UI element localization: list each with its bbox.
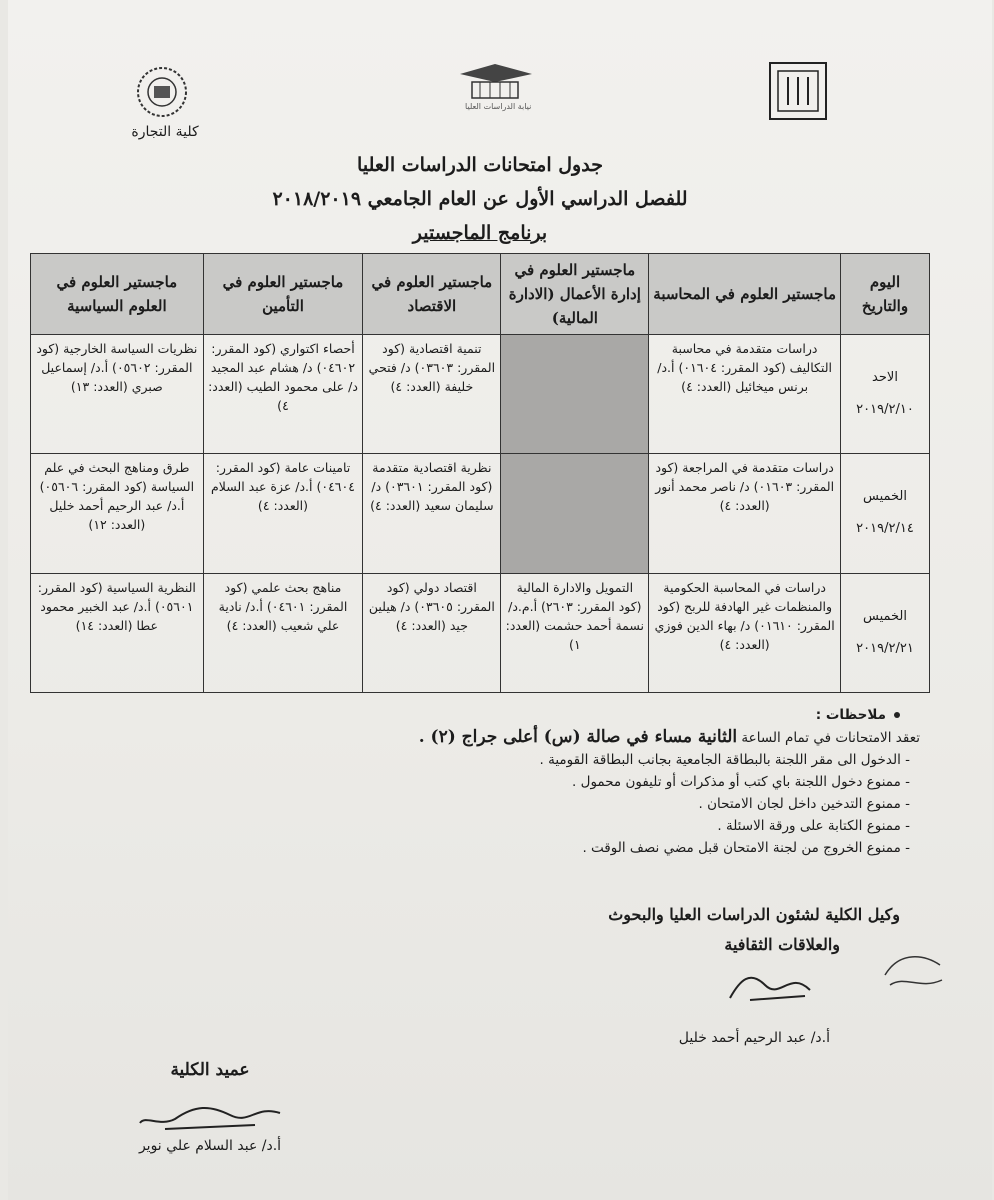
stamp-mark bbox=[880, 945, 950, 1005]
faculty-logo bbox=[132, 62, 192, 122]
deputy-name: أ.د/ عبد الرحيم أحمد خليل bbox=[678, 1030, 830, 1046]
day-name: الاحد bbox=[872, 370, 898, 386]
table-cell: تنمية اقتصادية (كود المقرر: ٠٣٦٠٣) د/ فتحي خليفة (العدد: ٤) bbox=[363, 335, 501, 454]
dean-title: عميد الكلية bbox=[170, 1060, 250, 1080]
day-cell bbox=[841, 454, 930, 573]
list-item: - الدخول الى مقر اللجنة بالبطاقة الجامعية بجانب البطاقة القومية . bbox=[40, 749, 910, 771]
header-economics: ماجستير العلوم في الاقتصاد bbox=[363, 254, 501, 335]
title-line-1: جدول امتحانات الدراسات العليا bbox=[357, 154, 603, 176]
header-insurance: ماجستير العلوم في التأمين bbox=[203, 254, 363, 335]
title-line-3: برنامج الماجستير bbox=[412, 222, 548, 244]
table-cell: نظرية اقتصادية متقدمة (كود المقرر: ٠٣٦٠١) د/ سليمان سعيد (العدد: ٤) bbox=[363, 454, 501, 573]
table-cell: تامينات عامة (كود المقرر: ٠٤٦٠٤) أ.د/ عزة عبد السلام (العدد: ٤) bbox=[203, 454, 363, 573]
table-cell: أحصاء اكتواري (كود المقرر: ٠٤٦٠٢) د/ هشام عبد المجيد د/ على محمود الطيب (العدد: ٤) bbox=[203, 335, 363, 454]
day-date: ٢٠١٩/٢/١٤ bbox=[856, 521, 914, 537]
table-cell: دراسات متقدمة في المراجعة (كود المقرر: ٠١٦٠٣) د/ ناصر محمد أنور (العدد: ٤) bbox=[649, 454, 841, 573]
list-item: - ممنوع دخول اللجنة باي كتب أو مذكرات أو تليفون محمول . bbox=[40, 771, 910, 793]
center-logo-caption: نيابة الدراسات العليا bbox=[465, 102, 532, 111]
table-cell: دراسات في المحاسبة الحكومية والمنظمات غير الهادفة للربح (كود المقرر: ٠١٦١٠) د/ بهاء الدين فوزي (العدد: ٤) bbox=[649, 573, 841, 692]
exam-schedule-table bbox=[30, 253, 930, 693]
header-political-science: ماجستير العلوم في العلوم السياسية bbox=[31, 254, 204, 335]
faculty-label: كلية التجارة bbox=[131, 124, 199, 140]
title-line-2: للفصل الدراسي الأول عن العام الجامعي ٢٠١٨/٢٠١٩ bbox=[272, 188, 688, 210]
table-cell-empty bbox=[501, 454, 649, 573]
header-accounting: ماجستير العلوم في المحاسبة bbox=[649, 254, 841, 335]
deputy-signature-block bbox=[480, 900, 900, 1046]
day-date: ٢٠١٩/٢/١٠ bbox=[856, 402, 914, 418]
dean-name: أ.د/ عبد السلام علي نوير bbox=[138, 1138, 282, 1154]
bullet-icon bbox=[894, 712, 900, 718]
day-name: الخميس bbox=[863, 489, 907, 505]
list-item: - ممنوع الخروج من لجنة الامتحان قبل مضي نصف الوقت . bbox=[40, 837, 910, 859]
notes-line-1-a: تعقد الامتحانات في تمام الساعة bbox=[741, 730, 920, 746]
table-cell: نظريات السياسة الخارجية (كود المقرر: ٠٥٦٠٢) أ.د/ إسماعيل صبري (العدد: ١٣) bbox=[31, 335, 204, 454]
notes-line-1-b: الثانية مساء في صالة (س) أعلى جراج (٢) . bbox=[418, 727, 738, 747]
notes-list bbox=[40, 749, 910, 859]
deputy-title-1: وكيل الكلية لشئون الدراسات العليا والبحوث bbox=[608, 905, 900, 924]
day-date: ٢٠١٩/٢/٢١ bbox=[856, 640, 914, 656]
table-cell: طرق ومناهج البحث في علم السياسة (كود المقرر: ٠٥٦٠٦) أ.د/ عبد الرحيم أحمد خليل (العدد: ١٢) bbox=[31, 454, 204, 573]
notes-section bbox=[40, 704, 940, 859]
notes-heading: ملاحظات : bbox=[40, 704, 900, 726]
deputy-title-2: والعلاقات الثقافية bbox=[724, 935, 840, 954]
university-logo bbox=[740, 55, 850, 125]
day-cell bbox=[841, 335, 930, 454]
table-header-row bbox=[31, 254, 930, 335]
notes-line-1 bbox=[40, 726, 920, 749]
table-cell: التمويل والادارة المالية (كود المقرر: ٢٦٠٣) أ.م.د/ نسمة أحمد حشمت (العدد: ١) bbox=[501, 573, 649, 692]
day-cell bbox=[841, 573, 930, 692]
list-item: - ممنوع التدخين داخل لجان الامتحان . bbox=[40, 793, 910, 815]
table-cell: اقتصاد دولي (كود المقرر: ٠٣٦٠٥) د/ هيلين جيد (العدد: ٤) bbox=[363, 573, 501, 692]
table-cell-empty bbox=[501, 335, 649, 454]
table-row bbox=[31, 454, 930, 573]
list-item: - ممنوع الكتابة على ورقة الاسئلة . bbox=[40, 815, 910, 837]
deputy-handwritten-signature bbox=[720, 960, 820, 1010]
table-cell: مناهج بحث علمي (كود المقرر: ٠٤٦٠١) أ.د/ نادية علي شعيب (العدد: ٤) bbox=[203, 573, 363, 692]
dean-handwritten-signature bbox=[135, 1095, 285, 1135]
day-name: الخميس bbox=[863, 608, 907, 624]
table-row bbox=[31, 335, 930, 454]
document-titles bbox=[230, 148, 730, 250]
header-day-date: اليوم والتاريخ bbox=[841, 254, 930, 335]
header-business: ماجستير العلوم في إدارة الأعمال (الادارة المالية) bbox=[501, 254, 649, 335]
table-cell: دراسات متقدمة في محاسبة التكاليف (كود المقرر: ٠١٦٠٤) أ.د/ برنس ميخائيل (العدد: ٤) bbox=[649, 335, 841, 454]
table-row bbox=[31, 573, 930, 692]
table-cell: النظرية السياسية (كود المقرر: ٠٥٦٠١) أ.د/ عبد الخبير محمود عطا (العدد: ١٤) bbox=[31, 573, 204, 692]
